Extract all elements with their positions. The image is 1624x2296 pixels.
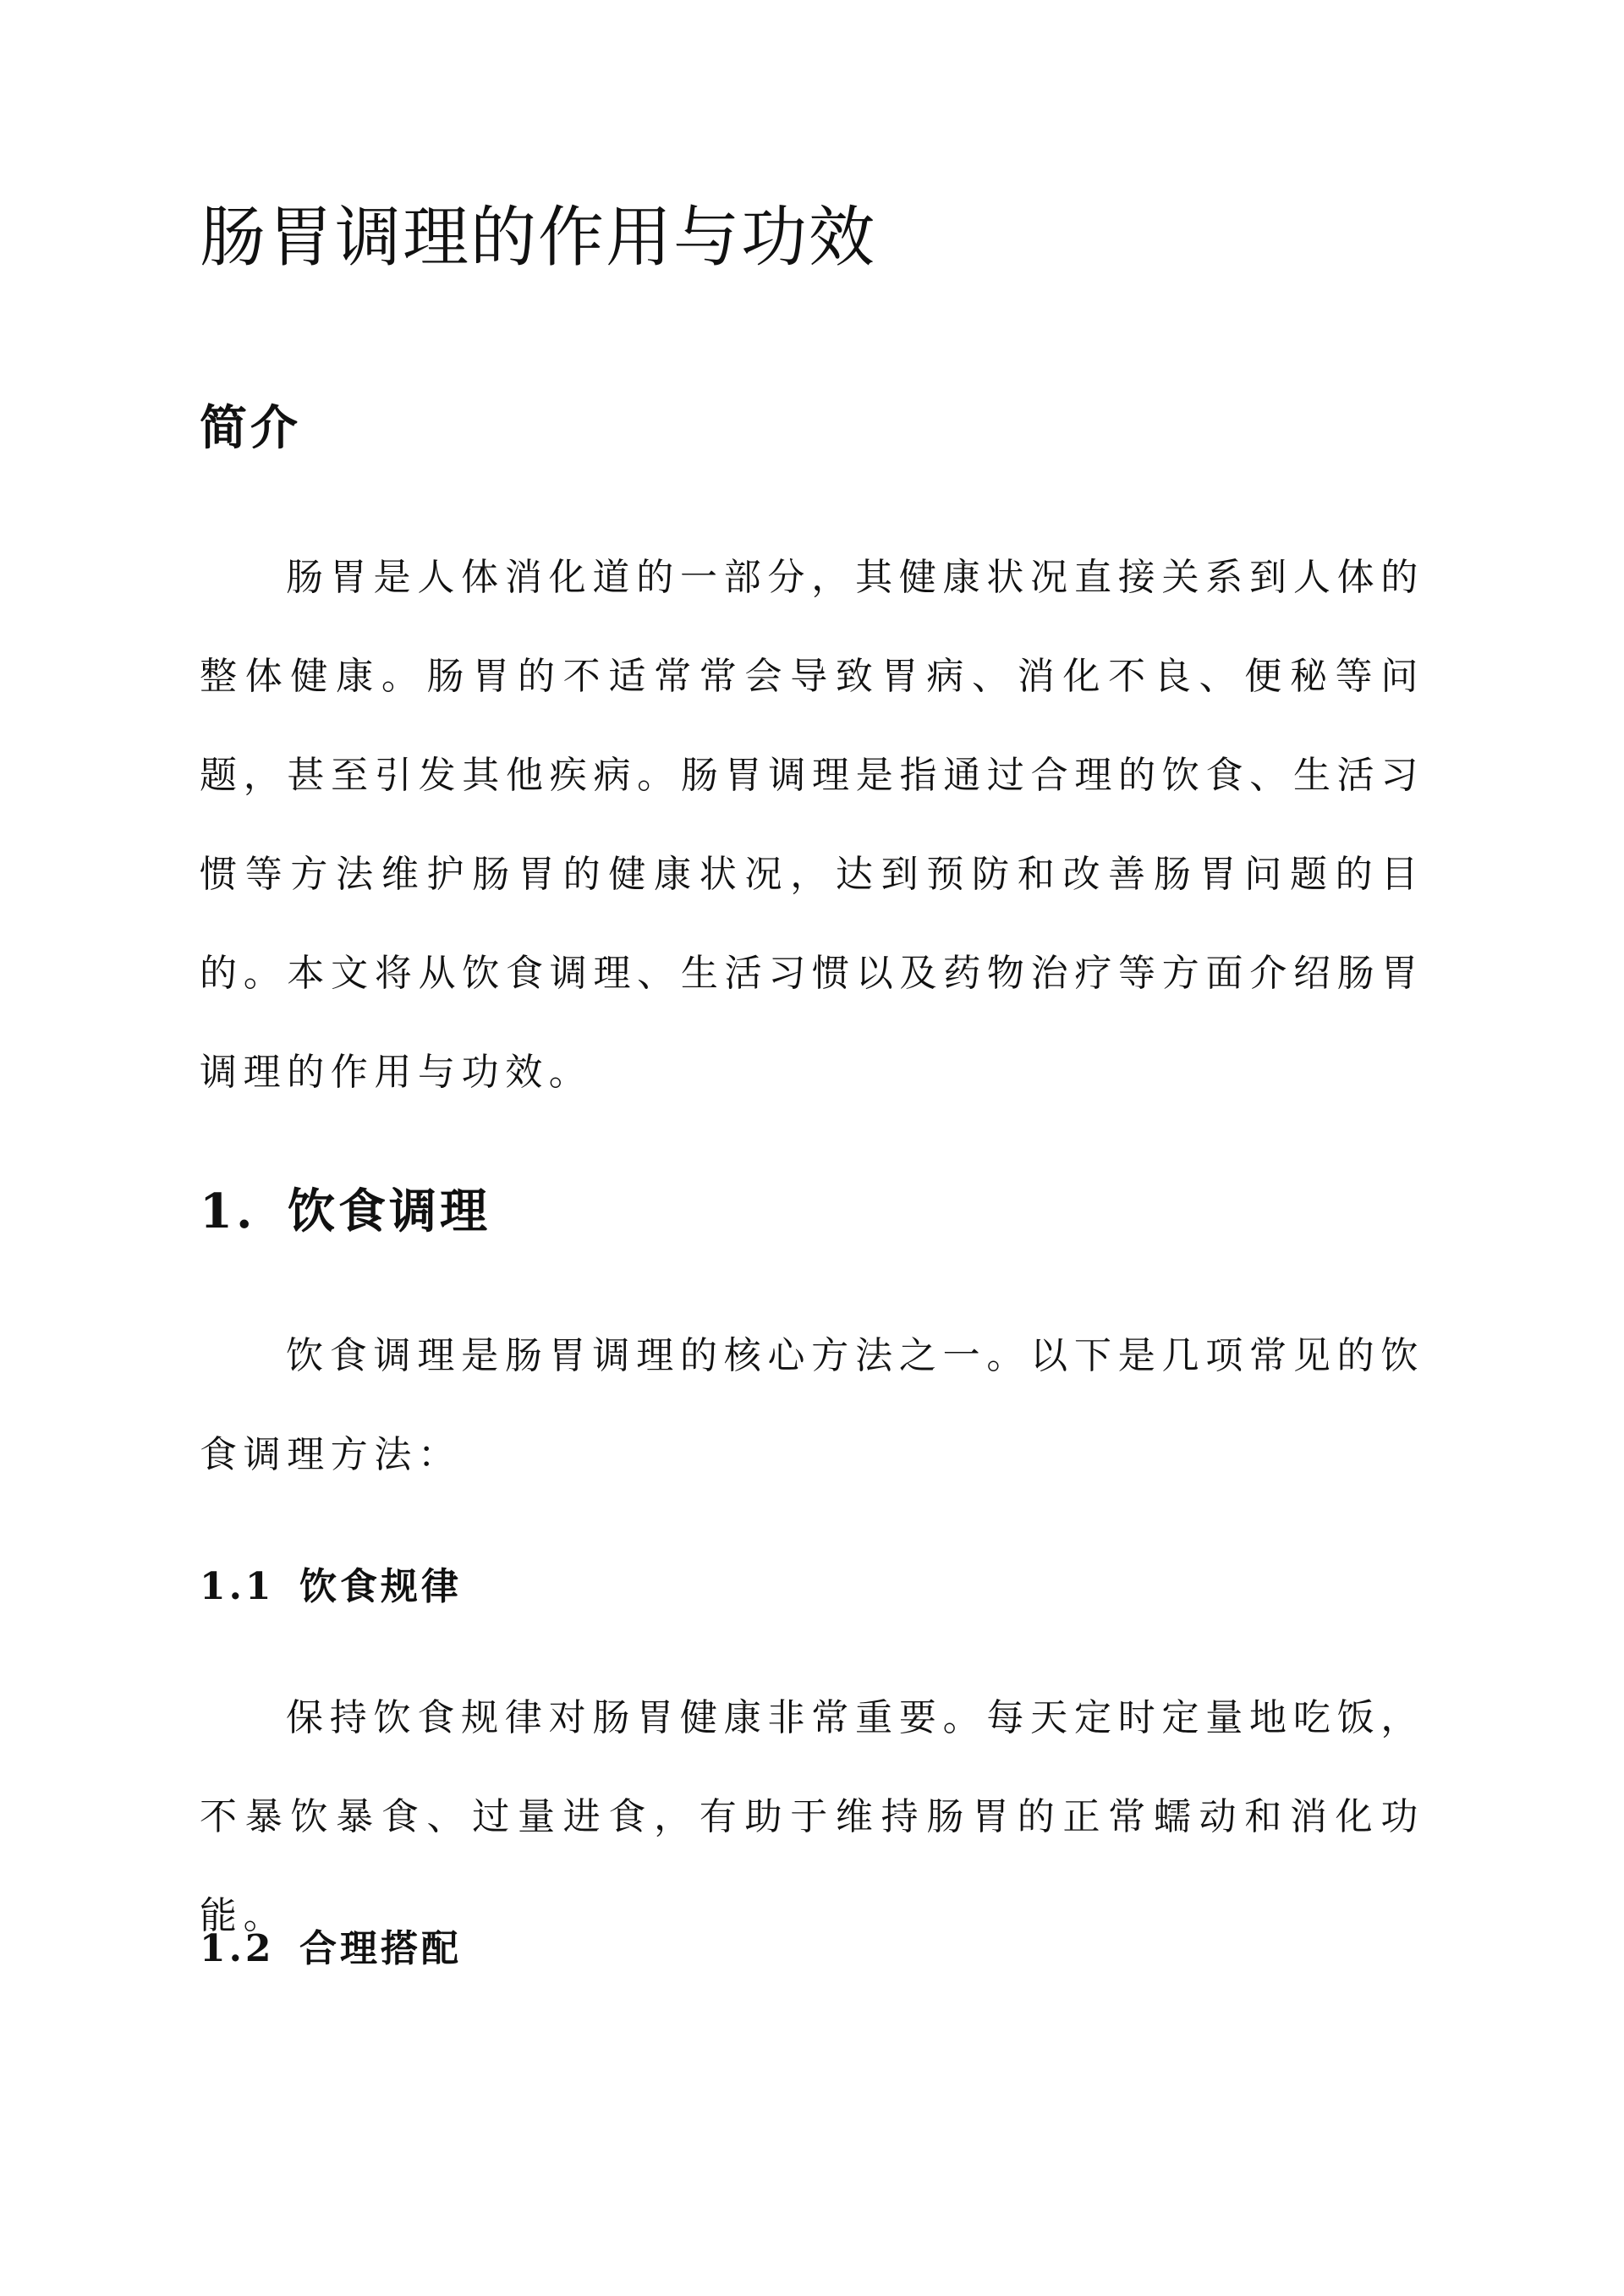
section-1-heading — [200, 1178, 1424, 1245]
document-title: 肠胃调理的作用与功效 — [200, 200, 877, 276]
section-1-number: 1. — [200, 1184, 256, 1239]
section-1-1-number: 1.1 — [200, 1565, 275, 1608]
section-1-1-heading — [200, 1560, 1424, 1614]
section-1-paragraph: 饮食调理是肠胃调理的核心方法之一。以下是几项常见的饮食调理方法： — [200, 1334, 1424, 1476]
section-1-title: 饮食调理 — [288, 1184, 491, 1239]
section-1-1-paragraph: 保持饮食规律对肠胃健康非常重要。每天定时定量地吃饭，不暴饮暴食、过量进食，有助于维持肠胃的正常蠕动和消化功能。 — [200, 1696, 1424, 1937]
section-1-2-title: 合理搭配 — [299, 1927, 462, 1970]
intro-heading: 简介 — [200, 400, 301, 456]
section-1-2-heading — [200, 1922, 1424, 1976]
section-1-1-title: 饮食规律 — [299, 1565, 462, 1608]
section-1-2-number: 1.2 — [200, 1927, 275, 1970]
intro-paragraph: 肠胃是人体消化道的一部分，其健康状况直接关系到人体的整体健康。肠胃的不适常常会导致胃病、消化不良、便秘等问题，甚至引发其他疾病。肠胃调理是指通过合理的饮食、生活习惯等方法维护肠胃的健康状况，达到预防和改善肠胃问题的目的。本文将从饮食调理、生活习惯以及药物治疗等方面介绍肠胃调理的作用与功效。 — [200, 556, 1424, 1094]
